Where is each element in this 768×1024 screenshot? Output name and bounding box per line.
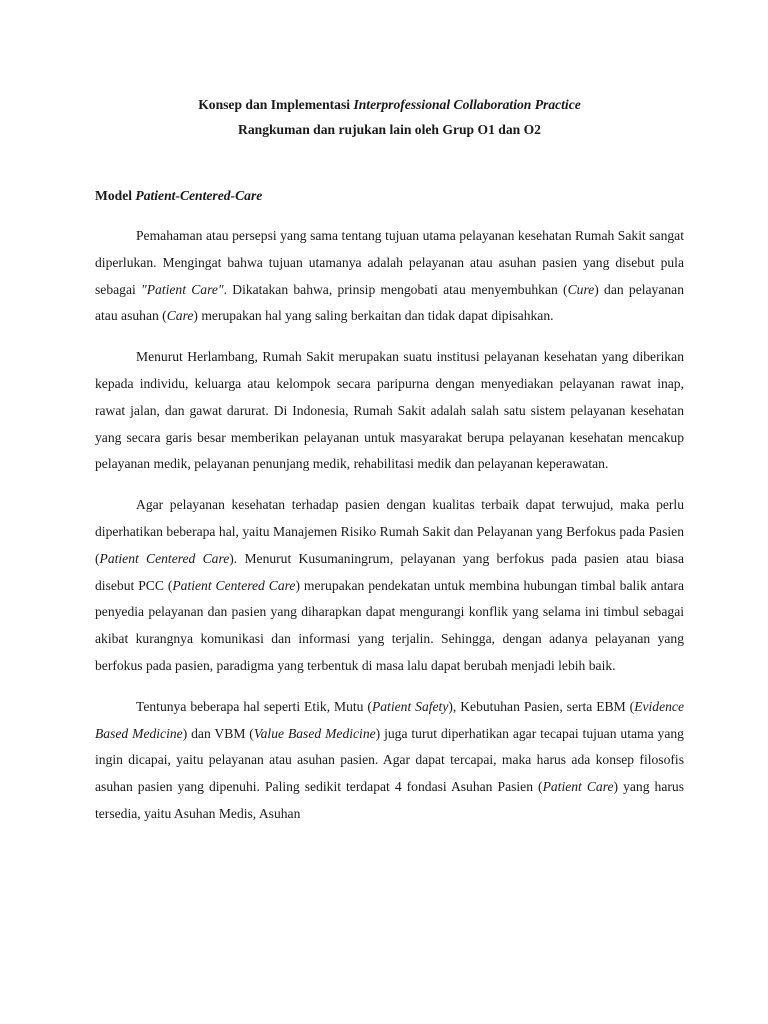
document-title-line-2: Rangkuman dan rujukan lain oleh Grup O1 dan O2 (238, 122, 541, 137)
paragraph-1-italic-1: "Patient Care" (141, 281, 224, 297)
document-title-line-1 (95, 92, 684, 117)
paragraph-4-text-3: ) dan VBM ( (182, 725, 254, 741)
paragraph-1-text-1: Pemahaman atau persepsi yang sama tentang tujuan utama pelayanan kesehatan Rumah Sakit sangat diperlukan. Mengingat bahwa tujuan utamanya adalah pelayanan atau asuhan pasien yang disebut pula sebagai (95, 228, 684, 297)
paragraph-2: Menurut Herlambang, Rumah Sakit merupakan suatu institusi pelayanan kesehatan yang diberikan kepada individu, keluarga atau kelompok secara paripurna dengan menyediakan pelayanan rawat inap, rawat jalan, dan gawat darurat. Di Indonesia, Rumah Sakit adalah salah satu sistem pelayanan kesehatan yang secara garis besar memberikan pelayanan untuk masyarakat berupa pelayanan kesehatan mencakup pelayanan medik, pelayanan penunjang medik, rehabilitasi medik dan pelayanan keperawatan. (95, 349, 684, 472)
paragraph-1-text-4: ) merupakan hal yang saling berkaitan dan tidak dapat dipisahkan. (193, 308, 554, 324)
paragraph-4-italic-2: Evidence Based Medicine (95, 698, 684, 741)
paragraph-4-italic-4: Patient Care (542, 779, 614, 795)
paragraph-1-italic-3: Care (166, 308, 194, 324)
paragraph-3-text-1: Agar pelayanan kesehatan terhadap pasien dengan kualitas terbaik dapat terwujud, maka perlu diperhatikan beberapa hal, yaitu Manajemen Risiko Rumah Sakit dan Pelayanan yang Berfokus pada Pasien ( (95, 497, 684, 566)
paragraph-3-italic-2: Patient Centered Care (172, 577, 296, 593)
paragraph-4-italic-1: Patient Safety (371, 698, 449, 714)
paragraph-1-text-2: . Dikatakan bahwa, prinsip mengobati atau menyembuhkan ( (223, 281, 568, 297)
paragraph-3-text-2: ). Menurut Kusumaningrum, pelayanan yang berfokus pada pasien atau biasa disebut PCC ( (95, 550, 684, 593)
paragraph-4-text-2: ), Kebutuhan Pasien, serta EBM ( (448, 698, 635, 714)
section-heading-italic: Patient-Centered-Care (135, 188, 263, 203)
title-italic: Interprofessional Collaboration Practice (353, 97, 581, 112)
paragraph-3-text-3: ) merupakan pendekatan untuk membina hubungan timbal balik antara penyedia pelayanan dan pasien yang diharapkan dapat mengurangi konflik yang selama ini timbul sebagai akibat kurangnya komunikasi dan informasi yang terjalin. Sehingga, dengan adanya pelayanan yang berfokus pada pasien, paradigma yang terbentuk di masa lalu dapat berubah menjadi lebih baik. (95, 577, 684, 673)
paragraph-3-italic-1: Patient Centered Care (99, 550, 230, 566)
paragraph-4 (95, 694, 684, 828)
paragraph-1-italic-2: Cure (567, 281, 595, 297)
paragraph-1 (95, 223, 684, 330)
section-heading-prefix: Model (95, 188, 136, 203)
paragraph-1-text-3: ) dan pelayanan atau asuhan ( (95, 281, 684, 324)
paragraph-4-text-1: Tentunya beberapa hal seperti Etik, Mutu ( (136, 698, 372, 714)
section-heading (95, 185, 684, 207)
paragraph-4-text-4: ) juga turut diperhatikan agar tecapai tujuan utama yang ingin dicapai, yaitu pelayanan atau asuhan pasien. Agar dapat tercapai, maka harus ada konsep filosofis asuhan pasien yang dipenuhi. Paling sedikit terdapat 4 fondasi Asuhan Pasien ( (95, 725, 684, 795)
title-prefix: Konsep dan Implementasi (198, 97, 354, 112)
paragraph-3 (95, 492, 684, 680)
paragraph-4-text-5: ) yang harus tersedia, yaitu Asuhan Medis, Asuhan (95, 779, 684, 821)
paragraph-4-italic-3: Value Based Medicine (253, 725, 376, 741)
